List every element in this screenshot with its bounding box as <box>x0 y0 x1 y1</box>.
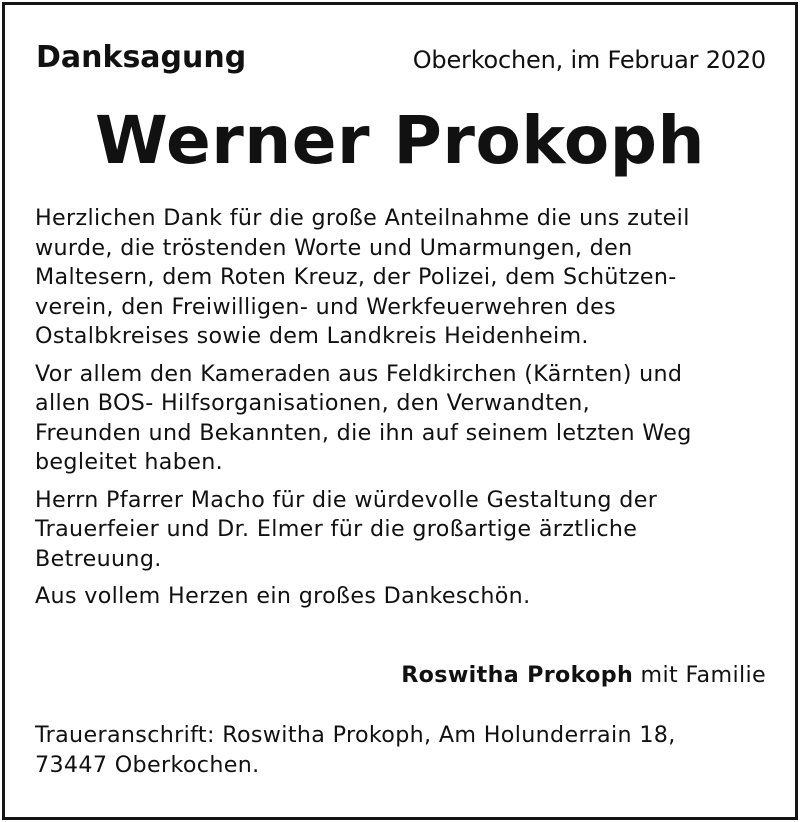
notice-header <box>36 36 766 80</box>
notice-title: Danksagung <box>36 40 247 75</box>
thanks-paragraph-2: Vor allem den Kameraden aus Feldkirchen (Kärnten) und allen BOS- Hilfsorganisationen, den Verwandten, Freunden und Bekannten, die ihn auf seinem letzten Weg begleitet haben. <box>35 360 692 475</box>
thanks-paragraph-4: Aus vollem Herzen ein großes Dankeschön. <box>35 583 531 609</box>
signature-suffix: mit Familie <box>640 662 766 688</box>
mourning-address: Traueranschrift: Roswitha Prokoph, Am Holunderrain 18, 73447 Oberkochen. <box>35 722 676 778</box>
thanks-paragraph-3: Herrn Pfarrer Macho für die würdevolle Gestaltung der Trauerfeier und Dr. Elmer für die großartige ärztliche Betreuung. <box>35 486 658 572</box>
signature <box>401 660 766 690</box>
thanks-paragraph-1: Herzlichen Dank für die große Anteilnahme die uns zuteil wurde, die tröstenden Worte und Umarmungen, den Maltesern, dem Roten Kreuz, der Polizei, dem Schützen- verein, den Freiwilligen- und Werkfeuerwehren des Ostalbkreises sowie dem Landkreis Heidenheim. <box>35 205 690 349</box>
deceased-name: Werner Prokoph <box>95 102 705 179</box>
place-date: Oberkochen, im Februar 2020 <box>412 46 766 74</box>
signature-name: Roswitha Prokoph <box>401 662 634 688</box>
notice-body <box>35 204 775 620</box>
